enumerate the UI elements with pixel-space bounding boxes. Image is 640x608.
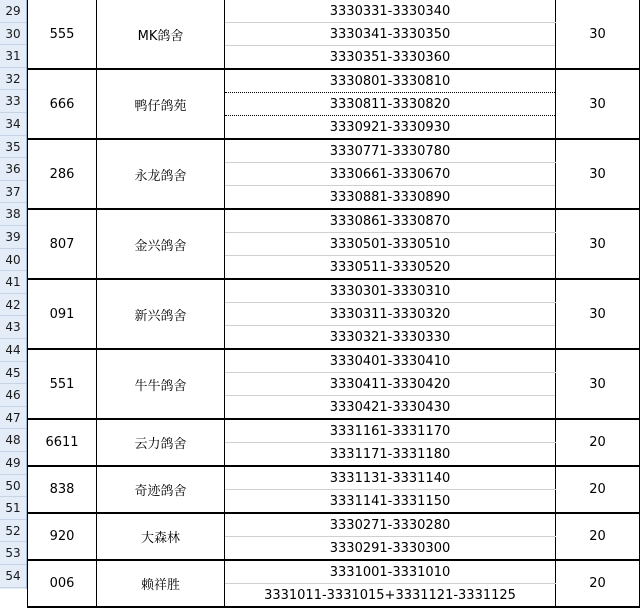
row-number[interactable]: 48 (0, 429, 26, 452)
table-row (28, 0, 640, 23)
count-cell[interactable]: 30 (556, 279, 640, 349)
row-number[interactable]: 36 (0, 158, 26, 181)
row-number[interactable]: 30 (0, 23, 26, 46)
ring-range-cell[interactable]: 3330351-3330360 (225, 46, 556, 70)
ring-range-cell[interactable]: 3330881-3330890 (225, 186, 556, 210)
count-cell[interactable]: 20 (556, 466, 640, 513)
row-number[interactable]: 29 (0, 0, 26, 23)
ring-range-cell[interactable]: 3330661-3330670 (225, 163, 556, 186)
table-row (28, 209, 640, 233)
row-number[interactable]: 34 (0, 113, 26, 136)
loft-code-cell[interactable]: 091 (28, 279, 97, 349)
row-number[interactable]: 39 (0, 226, 26, 249)
count-cell[interactable]: 20 (556, 419, 640, 466)
loft-code-cell[interactable]: 838 (28, 466, 97, 513)
table-row (28, 349, 640, 373)
row-number[interactable]: 51 (0, 497, 26, 520)
row-number[interactable]: 52 (0, 520, 26, 543)
count-cell[interactable]: 20 (556, 513, 640, 560)
ring-range-cell[interactable]: 3330421-3330430 (225, 396, 556, 420)
loft-code-cell[interactable]: 807 (28, 209, 97, 279)
ring-range-cell[interactable]: 3331141-3331150 (225, 490, 556, 514)
table-row (28, 466, 640, 490)
ring-range-cell[interactable]: 3330861-3330870 (225, 209, 556, 233)
loft-code-cell[interactable]: 666 (28, 69, 97, 139)
loft-name-cell[interactable]: 云力鸽舍 (97, 419, 225, 466)
row-number[interactable]: 31 (0, 45, 26, 68)
loft-code-cell[interactable]: 551 (28, 349, 97, 419)
count-cell[interactable]: 30 (556, 209, 640, 279)
data-grid (27, 0, 640, 608)
table-row (28, 139, 640, 163)
row-number[interactable]: 46 (0, 384, 26, 407)
count-cell[interactable]: 30 (556, 69, 640, 139)
loft-name-cell[interactable]: 新兴鸽舍 (97, 279, 225, 349)
ring-range-cell[interactable]: 3330401-3330410 (225, 349, 556, 373)
ring-range-cell[interactable]: 3331171-3331180 (225, 443, 556, 467)
ring-range-cell[interactable]: 3330321-3330330 (225, 326, 556, 350)
row-number[interactable]: 42 (0, 294, 26, 317)
row-number[interactable]: 54 (0, 565, 26, 588)
ring-range-cell[interactable]: 3330771-3330780 (225, 139, 556, 163)
count-cell[interactable]: 30 (556, 139, 640, 209)
row-number[interactable]: 50 (0, 475, 26, 498)
ring-range-cell[interactable]: 3330301-3330310 (225, 279, 556, 303)
row-number[interactable]: 38 (0, 203, 26, 226)
loft-code-cell[interactable]: 920 (28, 513, 97, 560)
table-row (28, 279, 640, 303)
row-number[interactable]: 40 (0, 249, 26, 272)
loft-name-cell[interactable]: 牛牛鸽舍 (97, 349, 225, 419)
table-row (28, 513, 640, 537)
table-row (28, 69, 640, 93)
row-number[interactable]: 41 (0, 271, 26, 294)
ring-range-cell[interactable]: 3330811-3330820 (225, 93, 556, 116)
ring-range-cell[interactable]: 3330501-3330510 (225, 233, 556, 256)
ring-range-cell[interactable]: 3331161-3331170 (225, 419, 556, 443)
row-number[interactable]: 37 (0, 181, 26, 204)
ring-range-cell[interactable]: 3330311-3330320 (225, 303, 556, 326)
row-number[interactable]: 35 (0, 136, 26, 159)
row-number[interactable]: 53 (0, 542, 26, 565)
row-number[interactable]: 33 (0, 90, 26, 113)
row-number[interactable]: 49 (0, 452, 26, 475)
row-number[interactable]: 47 (0, 407, 26, 430)
ring-range-cell[interactable]: 3331011-3331015+3331121-3331125 (225, 584, 556, 608)
loft-name-cell[interactable]: MK鸽舍 (97, 0, 225, 69)
count-cell[interactable]: 30 (556, 349, 640, 419)
ring-range-cell[interactable]: 3330511-3330520 (225, 256, 556, 280)
ring-range-cell[interactable]: 3330341-3330350 (225, 23, 556, 46)
ring-range-cell[interactable]: 3330331-3330340 (225, 0, 556, 23)
table-row (28, 560, 640, 584)
count-cell[interactable]: 30 (556, 0, 640, 69)
loft-name-cell[interactable]: 金兴鸽舍 (97, 209, 225, 279)
loft-code-cell[interactable]: 555 (28, 0, 97, 69)
row-number[interactable]: 32 (0, 68, 26, 91)
row-header-column (0, 0, 27, 589)
row-number[interactable]: 44 (0, 339, 26, 362)
loft-code-cell[interactable]: 286 (28, 139, 97, 209)
ring-range-cell[interactable]: 3330411-3330420 (225, 373, 556, 396)
row-number[interactable]: 45 (0, 362, 26, 385)
ring-range-cell[interactable]: 3330291-3330300 (225, 537, 556, 561)
loft-name-cell[interactable]: 赖祥胜 (97, 560, 225, 607)
loft-code-cell[interactable]: 6611 (28, 419, 97, 466)
loft-code-cell[interactable]: 006 (28, 560, 97, 607)
ring-range-cell[interactable]: 3330271-3330280 (225, 513, 556, 537)
loft-name-cell[interactable]: 奇迹鸽舍 (97, 466, 225, 513)
loft-name-cell[interactable]: 大森林 (97, 513, 225, 560)
ring-range-cell[interactable]: 3331001-3331010 (225, 560, 556, 584)
table-row (28, 419, 640, 443)
ring-range-cell[interactable]: 3331131-3331140 (225, 466, 556, 490)
count-cell[interactable]: 20 (556, 560, 640, 607)
loft-name-cell[interactable]: 永龙鸽舍 (97, 139, 225, 209)
ring-range-cell[interactable]: 3330801-3330810 (225, 69, 556, 93)
loft-name-cell[interactable]: 鸭仔鸽苑 (97, 69, 225, 139)
ring-range-cell[interactable]: 3330921-3330930 (225, 116, 556, 140)
row-number[interactable]: 43 (0, 316, 26, 339)
